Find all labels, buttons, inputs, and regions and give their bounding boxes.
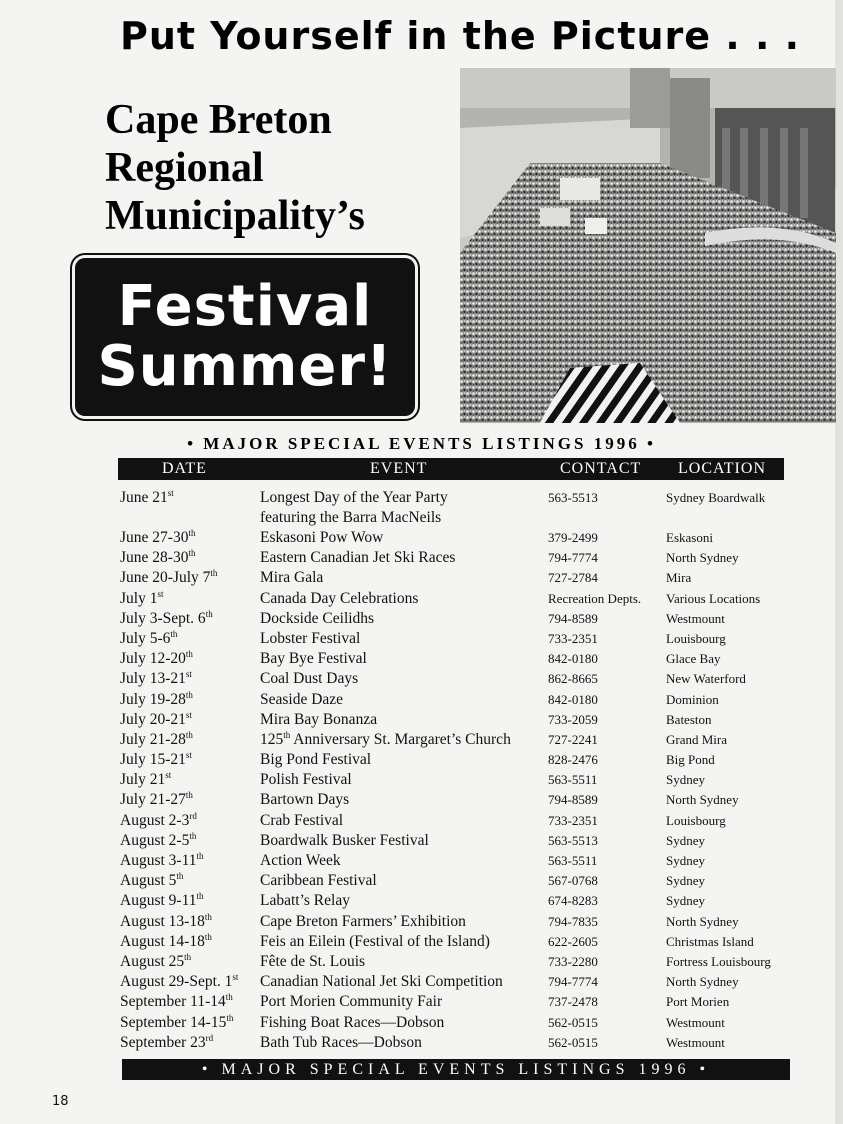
table-row: [0, 609, 843, 629]
table-row: [0, 690, 843, 710]
crowd-photo: [460, 68, 836, 423]
table-row: [0, 1033, 843, 1053]
listing-title: • MAJOR SPECIAL EVENTS LISTINGS 1996 •: [187, 434, 656, 453]
event-contact: 794-7774: [548, 550, 598, 566]
event-date: August 14-18th: [120, 931, 212, 950]
event-location: Sydney: [666, 832, 705, 848]
event-contact: 622-2605: [548, 933, 598, 949]
festival-badge: [75, 258, 415, 416]
event-name: Canada Day Celebrations: [260, 589, 419, 607]
event-contact: 733-2351: [548, 812, 598, 828]
title-line: Cape Breton: [105, 97, 332, 143]
event-contact: 794-7835: [548, 913, 598, 929]
event-date: June 21st: [120, 488, 174, 506]
event-date: September 14-15th: [120, 1012, 234, 1031]
table-row: [0, 891, 843, 911]
table-row: [0, 790, 843, 810]
event-location: Grand Mira: [666, 731, 728, 747]
event-contact: 727-2784: [548, 570, 598, 586]
title-block: [105, 96, 435, 240]
event-name: Caribbean Festival: [260, 872, 377, 890]
table-row-continuation: [0, 508, 843, 528]
event-name: Fête de St. Louis: [260, 952, 366, 970]
event-name: Feis an Eilein (Festival of the Island): [260, 932, 490, 950]
event-location: North Sydney: [666, 550, 739, 566]
column-header-event: EVENT: [370, 460, 428, 477]
event-location: Bateston: [666, 711, 712, 727]
title-line: Regional: [105, 145, 264, 191]
event-name: Boardwalk Busker Festival: [260, 831, 429, 849]
table-row: [0, 1013, 843, 1033]
event-location: Sydney: [666, 893, 705, 909]
table-row: [0, 710, 843, 730]
event-contact: 794-8589: [548, 610, 598, 626]
event-contact: 733-2280: [548, 953, 598, 969]
event-contact: 727-2241: [548, 731, 598, 747]
event-location: Fortress Louisbourg: [666, 953, 771, 969]
table-row: [0, 932, 843, 952]
event-name: Port Morien Community Fair: [260, 993, 443, 1011]
event-location: Glace Bay: [666, 651, 721, 667]
event-date: July 1st: [120, 588, 164, 607]
event-name: Fishing Boat Races—Dobson: [260, 1013, 445, 1031]
table-row: [0, 548, 843, 568]
event-location: Westmount: [666, 1014, 725, 1030]
event-date: August 9-11th: [120, 891, 204, 910]
event-name: Mira Bay Bonanza: [260, 710, 378, 728]
event-contact: 563-5513: [548, 490, 598, 505]
event-date: June 28-30th: [120, 548, 196, 567]
event-location: Christmas Island: [666, 933, 754, 949]
event-location: Mira: [666, 570, 692, 586]
event-location: Port Morien: [666, 994, 730, 1010]
table-row: [0, 528, 843, 548]
event-date: July 15-21st: [120, 750, 192, 769]
event-date: June 27-30th: [120, 528, 196, 546]
event-name: Lobster Festival: [260, 629, 361, 647]
event-location: Eskasoni: [666, 530, 713, 545]
column-header-contact: CONTACT: [560, 460, 642, 477]
event-date: July 19-28th: [120, 689, 193, 708]
event-contact: 379-2499: [548, 530, 598, 545]
event-date: August 2-5th: [120, 830, 197, 849]
title-line: Municipality’s: [105, 193, 365, 239]
event-contact: 733-2351: [548, 630, 598, 646]
footer-listing-title: • MAJOR SPECIAL EVENTS LISTINGS 1996 •: [122, 1059, 790, 1080]
table-row: [0, 770, 843, 790]
table-row: [0, 568, 843, 588]
event-name: Big Pond Festival: [260, 751, 372, 769]
event-location: North Sydney: [666, 974, 739, 990]
event-date: July 3-Sept. 6th: [120, 608, 213, 627]
event-contact: 567-0768: [548, 873, 598, 889]
event-name: Canadian National Jet Ski Competition: [260, 973, 503, 991]
event-name: Labatt’s Relay: [260, 892, 350, 910]
event-location: Various Locations: [666, 590, 761, 606]
event-location: Big Pond: [666, 752, 715, 768]
event-contact: 737-2478: [548, 994, 598, 1010]
event-location: Sydney: [666, 873, 705, 889]
event-name: Polish Festival: [260, 771, 352, 789]
event-name: Crab Festival: [260, 811, 344, 829]
event-location: Sydney: [666, 853, 705, 868]
event-location: Westmount: [666, 610, 725, 626]
event-date: August 29-Sept. 1st: [120, 972, 239, 991]
column-header-location: LOCATION: [678, 460, 766, 477]
event-date: July 21st: [120, 770, 172, 789]
event-date: July 21-28th: [120, 729, 193, 748]
table-row: [0, 811, 843, 831]
table-row: [0, 589, 843, 609]
event-date: August 25th: [120, 951, 192, 970]
event-name: Mira Gala: [260, 569, 324, 587]
event-date: June 20-July 7th: [120, 568, 218, 587]
event-contact: 562-0515: [548, 1034, 598, 1050]
events-table: [0, 488, 843, 1053]
table-row: [0, 669, 843, 689]
table-row: [0, 649, 843, 669]
event-location: Louisbourg: [666, 812, 726, 828]
event-location: Sydney: [666, 772, 705, 788]
event-contact: 674-8283: [548, 893, 598, 909]
page-number: 18: [52, 1094, 69, 1109]
event-name-line2: featuring the Barra MacNeils: [260, 509, 442, 526]
event-location: North Sydney: [666, 913, 739, 929]
column-header-date: DATE: [162, 460, 207, 477]
event-location: Sydney Boardwalk: [666, 490, 766, 505]
event-date: August 13-18th: [120, 911, 212, 930]
event-contact: 842-0180: [548, 651, 598, 667]
event-contact: 794-7774: [548, 974, 598, 990]
event-location: New Waterford: [666, 671, 746, 687]
event-date: July 20-21st: [120, 709, 192, 728]
badge-line: Festival: [117, 274, 373, 339]
table-row: [0, 730, 843, 750]
event-name: Eastern Canadian Jet Ski Races: [260, 549, 456, 567]
event-contact: 842-0180: [548, 691, 598, 707]
table-row: [0, 952, 843, 972]
event-name: Cape Breton Farmers’ Exhibition: [260, 912, 466, 930]
event-date: September 11-14th: [120, 992, 233, 1011]
event-date: July 13-21st: [120, 669, 192, 688]
event-name: 125th Anniversary St. Margaret’s Church: [260, 729, 511, 748]
event-date: July 21-27th: [120, 790, 193, 809]
event-contact: 563-5513: [548, 832, 598, 848]
event-name: Coal Dust Days: [260, 670, 359, 688]
event-date: August 3-11th: [120, 851, 204, 869]
event-contact: Recreation Depts.: [548, 590, 642, 606]
event-location: Dominion: [666, 691, 719, 707]
headline: Put Yourself in the Picture . . .: [120, 14, 801, 58]
event-date: July 12-20th: [120, 649, 193, 668]
table-row: [0, 912, 843, 932]
event-date: August 2-3rd: [120, 810, 197, 829]
badge-line: Summer!: [97, 334, 393, 399]
event-name: Bay Bye Festival: [260, 650, 367, 668]
event-name: Bartown Days: [260, 791, 350, 809]
event-name: Action Week: [260, 852, 341, 869]
table-row: [0, 831, 843, 851]
event-contact: 794-8589: [548, 792, 598, 808]
table-row: [0, 629, 843, 649]
event-name: Longest Day of the Year Party: [260, 489, 448, 506]
event-location: Westmount: [666, 1034, 725, 1050]
event-location: North Sydney: [666, 792, 739, 808]
event-contact: 828-2476: [548, 752, 598, 768]
event-contact: 562-0515: [548, 1014, 598, 1030]
table-row: [0, 488, 843, 508]
event-name: Eskasoni Pow Wow: [260, 529, 384, 546]
table-row: [0, 871, 843, 891]
event-location: Louisbourg: [666, 630, 726, 646]
table-row: [0, 972, 843, 992]
table-row: [0, 750, 843, 770]
event-contact: 733-2059: [548, 711, 598, 727]
event-date: July 5-6th: [120, 628, 178, 647]
event-date: August 5th: [120, 871, 184, 890]
event-contact: 563-5511: [548, 853, 598, 868]
table-row: [0, 992, 843, 1012]
event-name: Bath Tub Races—Dobson: [260, 1033, 422, 1051]
event-name: Seaside Daze: [260, 690, 344, 708]
event-date: September 23rd: [120, 1032, 214, 1051]
table-row: [0, 851, 843, 871]
event-name: Dockside Ceilidhs: [260, 609, 375, 627]
table-header: [118, 458, 784, 480]
event-contact: 862-8665: [548, 671, 598, 687]
event-contact: 563-5511: [548, 772, 598, 788]
